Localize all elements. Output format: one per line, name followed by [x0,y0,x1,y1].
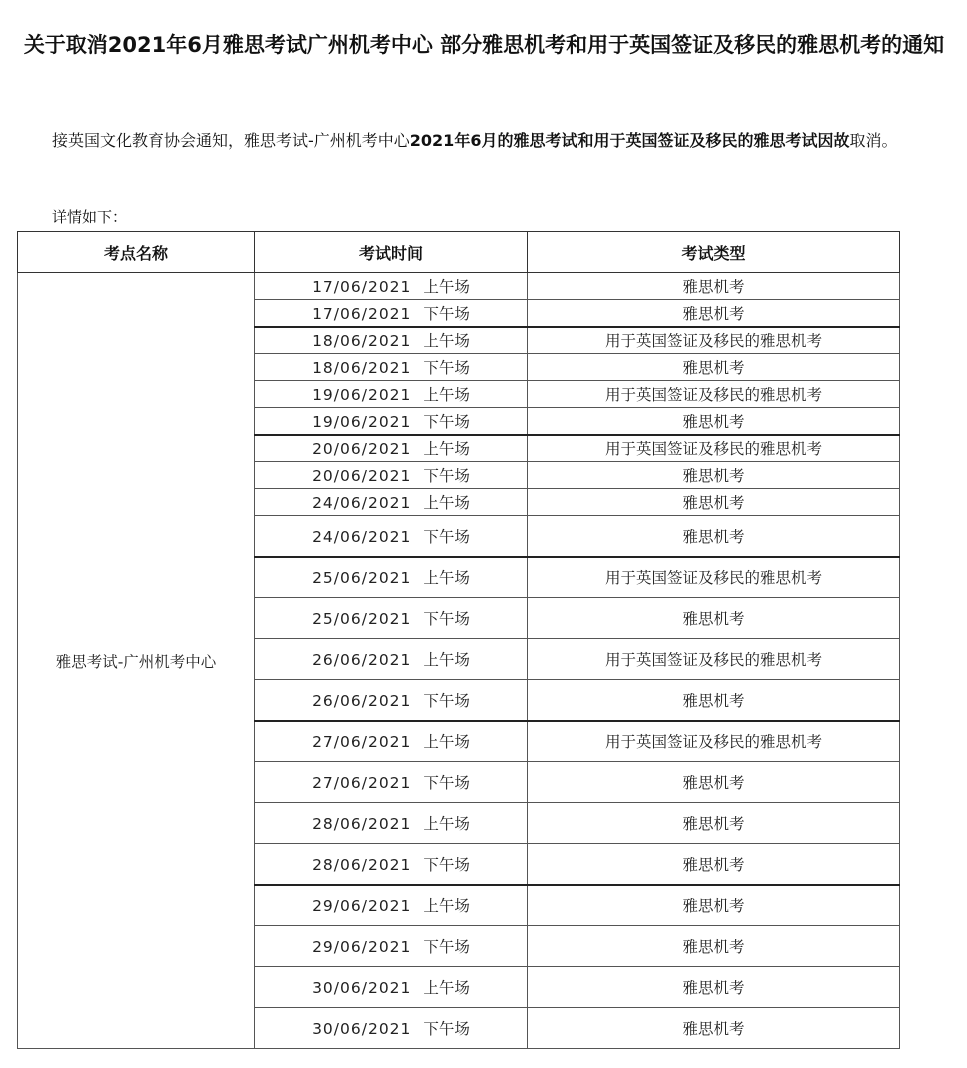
exam-session: 下午场 [423,691,470,710]
exam-time-cell [255,967,528,1008]
exam-session: 上午场 [423,332,470,351]
exam-time-cell [255,327,528,354]
exam-date: 30/06/2021 [312,979,412,997]
exam-session: 下午场 [423,774,470,792]
cancellation-table [17,231,900,1049]
exam-date: 26/06/2021 [312,651,412,669]
exam-session: 下午场 [423,610,470,628]
venue-cell: 雅思考试-广州机考中心 [18,273,255,1049]
exam-type-cell: 雅思机考 [528,926,900,967]
exam-date: 19/06/2021 [312,412,412,431]
exam-type-cell: 雅思机考 [528,680,900,721]
exam-time-cell [255,598,528,639]
exam-time-cell [255,639,528,680]
exam-date: 30/06/2021 [312,1020,412,1038]
exam-type-cell: 雅思机考 [528,273,900,300]
exam-date: 28/06/2021 [312,815,412,833]
exam-time-cell [255,381,528,408]
exam-date: 25/06/2021 [312,610,412,628]
exam-session: 下午场 [423,467,470,485]
exam-session: 上午场 [423,651,470,669]
exam-session: 上午场 [423,733,470,752]
exam-date: 27/06/2021 [312,774,412,792]
exam-time-cell [255,557,528,598]
exam-time-cell [255,885,528,926]
exam-session: 下午场 [423,359,470,377]
exam-time-cell [255,516,528,557]
exam-date: 27/06/2021 [312,733,412,752]
exam-time-cell [255,408,528,435]
intro-emphasis: 2021年6月的雅思考试和用于英国签证及移民的雅思考试因故 [409,131,850,150]
exam-date: 17/06/2021 [312,278,412,296]
exam-type-cell: 雅思机考 [528,408,900,435]
table-row [18,273,900,300]
exam-date: 17/06/2021 [312,304,412,323]
intro-tail: 取消。 [849,131,898,150]
exam-type-cell: 用于英国签证及移民的雅思机考 [528,557,900,598]
exam-session: 下午场 [423,855,470,874]
exam-type-cell: 雅思机考 [528,489,900,516]
exam-type-cell: 雅思机考 [528,885,900,926]
exam-session: 上午场 [423,815,470,833]
exam-type-cell: 雅思机考 [528,462,900,489]
page-title: 关于取消2021年6月雅思考试广州机考中心 部分雅思机考和用于英国签证及移民的雅思机考的通知 [23,33,945,57]
exam-time-cell [255,680,528,721]
exam-time-cell [255,1008,528,1049]
exam-date: 29/06/2021 [312,897,412,916]
exam-type-cell: 雅思机考 [528,967,900,1008]
exam-type-cell: 雅思机考 [528,844,900,885]
exam-session: 上午场 [423,494,470,512]
exam-type-cell: 雅思机考 [528,762,900,803]
exam-date: 19/06/2021 [312,386,412,404]
exam-time-cell [255,844,528,885]
exam-session: 上午场 [423,386,470,404]
exam-type-cell: 雅思机考 [528,598,900,639]
header-venue: 考点名称 [18,232,255,273]
exam-time-cell [255,803,528,844]
table-header-row [18,232,900,273]
exam-session: 上午场 [423,897,470,916]
exam-session: 上午场 [423,569,470,588]
exam-date: 24/06/2021 [312,527,412,546]
exam-type-cell: 雅思机考 [528,1008,900,1049]
details-label: 详情如下： [52,208,128,226]
exam-session: 下午场 [423,527,470,546]
exam-type-cell: 用于英国签证及移民的雅思机考 [528,381,900,408]
exam-date: 18/06/2021 [312,359,412,377]
exam-session: 下午场 [423,938,470,956]
intro-paragraph [18,126,953,155]
exam-date: 25/06/2021 [312,569,412,588]
exam-time-cell [255,435,528,462]
exam-type-cell: 雅思机考 [528,300,900,327]
exam-type-cell: 用于英国签证及移民的雅思机考 [528,639,900,680]
exam-type-cell: 雅思机考 [528,803,900,844]
intro-lead: 接英国文化教育协会通知，雅思考试-广州机考中心 [52,131,410,150]
header-exam-time: 考试时间 [255,232,528,273]
exam-time-cell [255,354,528,381]
exam-session: 下午场 [423,304,470,323]
exam-type-cell: 用于英国签证及移民的雅思机考 [528,721,900,762]
exam-date: 29/06/2021 [312,938,412,956]
exam-time-cell [255,762,528,803]
exam-date: 28/06/2021 [312,855,412,874]
exam-time-cell [255,462,528,489]
exam-time-cell [255,721,528,762]
exam-time-cell [255,926,528,967]
exam-date: 20/06/2021 [312,467,412,485]
exam-time-cell [255,273,528,300]
exam-date: 24/06/2021 [312,494,412,512]
exam-time-cell [255,489,528,516]
exam-type-cell: 雅思机考 [528,516,900,557]
exam-date: 26/06/2021 [312,691,412,710]
exam-date: 18/06/2021 [312,332,412,351]
exam-type-cell: 雅思机考 [528,354,900,381]
exam-type-cell: 用于英国签证及移民的雅思机考 [528,327,900,354]
exam-session: 下午场 [423,412,470,431]
exam-session: 上午场 [423,278,470,296]
exam-time-cell [255,300,528,327]
exam-date: 20/06/2021 [312,440,412,459]
exam-session: 下午场 [423,1020,470,1038]
header-exam-type: 考试类型 [528,232,900,273]
exam-session: 上午场 [423,440,470,459]
exam-type-cell: 用于英国签证及移民的雅思机考 [528,435,900,462]
exam-session: 上午场 [423,979,470,997]
